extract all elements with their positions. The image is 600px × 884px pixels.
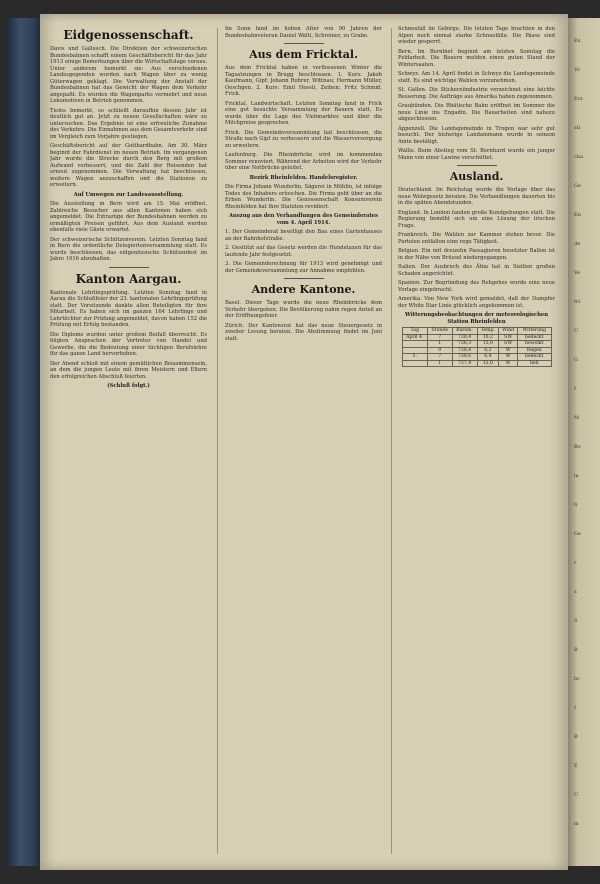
article-paragraph: Zürich. Der Kantonsrat hat das neue Steuergesetz in zweiter Lesung beraten. Die Abstimmung findet im Juni statt.	[225, 322, 382, 342]
article-paragraph: St. Gallen. Die Stickereiindustrie verzeichnet eine leichte Besserung. Die Aufträge aus Amerika haben zugenommen.	[398, 87, 555, 100]
table-cell: 737,4	[452, 360, 477, 367]
table-cell: W	[499, 347, 518, 354]
next-page-fragment: S	[574, 618, 578, 624]
table-header: Witterung	[518, 328, 551, 335]
table-cell: W	[499, 354, 518, 361]
table-cell: April 4.	[402, 334, 427, 341]
table-header: Temp.	[477, 328, 499, 335]
article-paragraph: Die Diplome wurden unter großem Beifall überreicht. Es folgten Ansprachen der Vertreter von Handel und Gewerbe, die die Bedeutung einer tüchtigen Berufslehre für das ganze Land hervorhoben.	[50, 331, 207, 357]
next-page-fragment: Vo	[574, 67, 581, 73]
table-header: Wind	[499, 328, 518, 335]
next-page-fragment: G	[574, 357, 578, 363]
next-page-fragment: cha	[574, 154, 584, 160]
article-paragraph: Tiefes bemerkt, so schließt daraufhin dessen Jahr ist deutlich gut an. Jetzt zu neuen Gesellschaften wäre zu untersuchen. Das Ergebnis ist eine erfreuliche Zunahme des Verkehrs. Die Einnahmen aus dem Gesamtverkehr sind im Vergleich zum Vorjahre gestiegen.	[50, 107, 207, 140]
article-subheading: Auszug aus den Verhandlungen des Gemeinderates vom 4. April 1914.	[229, 213, 378, 226]
column-1	[50, 26, 207, 862]
article-paragraph: 1. Der Gemeinderat bewilligt den Bau eines Gartenhauses an der Bahnhofstraße.	[225, 229, 382, 242]
table-cell: Regen	[518, 347, 551, 354]
article-paragraph: 3. Die Gemeinderechnung für 1913 wird genehmigt und der Gemeindeversammlung zur Annahme empfohlen.	[225, 261, 382, 274]
next-page-fragment: E	[574, 763, 578, 769]
next-page-fragment: B	[574, 734, 578, 740]
weather-table	[402, 327, 552, 367]
table-header: Stunde	[427, 328, 452, 335]
article-paragraph: Frankreich. Die Wahlen zur Kammer stehen bevor. Die Parteien entfalten eine rege Tätigkeit.	[398, 232, 555, 245]
next-page-edge	[568, 18, 600, 866]
next-page-fragment: Bo	[574, 444, 581, 450]
table-cell: 9	[427, 347, 452, 354]
article-paragraph: Frick. Die Gemeindeversammlung hat beschlossen, die Straße nach Gipf zu verbessern und die Wasserversorgung zu erweitern.	[225, 129, 382, 149]
article-paragraph: Im Sonn fand im hohen Alter von 90 Jahren der Bundesbahnveteran Daniel Wälti, Schreiner, zu Grabe.	[225, 26, 382, 39]
article-paragraph: 2. Gestützt auf das Gesetz werden die Hundetaxen für das laufende Jahr festgesetzt.	[225, 245, 382, 258]
next-page-fragment: Ve	[574, 270, 581, 276]
next-page-fragment: ti	[574, 502, 578, 508]
column-rule	[391, 28, 392, 854]
column-2	[225, 26, 382, 862]
section-heading: Andere Kantone.	[251, 283, 356, 296]
next-page-fragment: En	[574, 212, 581, 218]
next-page-fragment: r	[574, 560, 577, 566]
table-header: Barom.	[452, 328, 477, 335]
article-subheading: Auf Umwegen zur Landesausstellung.	[73, 191, 184, 198]
section-heading: Kanton Aargau.	[75, 271, 182, 286]
article-paragraph: Kantonale Lehrlingsprüfung. Letzten Sonntag fand in Aarau die Schlußfeier der 23. kantonalen Lehrlingsprüfung statt. Der Vorsitzende dankte allen Beteiligten für ihre Mitarbeit. Es haben sich im ganzen 164 Lehrlinge und Lehrtöchter zur Prüfung angemeldet, davon haben 152 die Prüfung mit Erfolg bestanden.	[50, 289, 207, 328]
article-paragraph: Wallis. Beim Abstieg vom St. Bernhard wurde ein junger Mann von einer Lawine verschüttet.	[398, 148, 555, 161]
table-cell: 10,2	[477, 334, 499, 341]
table-cell: 12,0	[477, 360, 499, 367]
article-paragraph: Deutschland. Im Reichstag wurde die Vorlage über das neue Wehrgesetz beraten. Die Verhandlungen dauerten bis in die späten Abendstunden.	[398, 187, 555, 206]
table-cell: 738,4	[452, 347, 477, 354]
table-cell: bedeckt	[518, 354, 551, 361]
next-page-fragment: Ex	[574, 38, 581, 44]
divider	[109, 267, 149, 268]
article-paragraph: Basel. Dieser Tage wurde die neue Rheinbrücke dem Verkehr übergeben. Die Bevölkerung nahm regen Anteil an der Eröffnungsfeier.	[225, 300, 382, 319]
section-heading: Eidgenossenschaft.	[63, 28, 194, 42]
table-cell: 736,3	[452, 341, 477, 348]
article-paragraph: Fricktal, Landwirtschaft. Letzten Sonntag fand in Frick eine gut besuchte Versammlung der Bauern statt. Es wurde über die Lage des Viehmarktes und über die Milchpreise gesprochen.	[225, 100, 382, 126]
next-page-fragment: f	[574, 386, 576, 392]
table-cell: W	[499, 360, 518, 367]
next-page-fragment: U	[574, 328, 579, 334]
article-paragraph: Die Firma Johann Wunderlin, Sägerei in Möhlin, ist infolge Todes des Inhabers erloschen. Die Firma geht über an die Erben Wunderlin. Die Genossenschaft Konsumverein Rheinfelden hat ihre Statuten revidiert.	[225, 184, 382, 210]
next-page-fragment: m	[574, 821, 579, 827]
table-cell: 7	[427, 334, 452, 341]
table-cell: 1	[427, 360, 452, 367]
table-cell: 8,2	[477, 347, 499, 354]
next-page-fragment: la	[574, 473, 579, 479]
article-paragraph: Bern. Im Bernbiet beginnt am letzten Sonntag die Feldarbeit. Die Bauern melden einen guten Stand der Wintersaaten.	[398, 48, 555, 68]
column-3	[398, 26, 555, 862]
next-page-fragment: B	[574, 647, 578, 653]
table-cell: bedeckt	[518, 334, 551, 341]
table-row	[402, 360, 551, 367]
article-paragraph: Amerika. Von New York wird gemeldet, daß der Dampfer der White Star Linie glücklich angekommen ist.	[398, 296, 555, 309]
table-cell: 5.	[402, 354, 427, 361]
newspaper-page	[40, 14, 568, 870]
next-page-fragment: bc	[574, 676, 581, 682]
table-header: Tag	[402, 328, 427, 335]
section-heading: Ausland.	[449, 170, 504, 183]
next-page-fragment: M	[574, 415, 580, 421]
table-cell: SW	[499, 334, 518, 341]
divider	[457, 165, 497, 166]
table-cell	[402, 360, 427, 367]
next-page-fragment: sti	[574, 125, 581, 131]
table-cell: SW	[499, 341, 518, 348]
next-page-fragment: s	[574, 589, 577, 595]
article-paragraph: England. In London fanden große Kundgebungen statt. Die Regierung bemüht sich um eine Lösung der irischen Frage.	[398, 209, 555, 229]
article-paragraph: Der Abend schloß mit einem gemütlichen Beisammensein, an dem die jungen Leute mit ihren Meistern und Eltern den erfolgreichen Abschluß feierten.	[50, 360, 207, 380]
book-spine	[6, 18, 42, 866]
article-paragraph: Graubünden. Die Rhätische Bahn eröffnet im Sommer die neue Linie ins Engadin. Die Bauarbeiten sind nahezu abgeschlossen.	[398, 103, 555, 122]
weather-table-title: Witterungsbeobachtungen der meteorologischen Station Rheinfelden	[405, 312, 548, 325]
article-paragraph: Schwyz. Am 14. April findet in Schwyz die Landsgemeinde statt. Es sind wichtige Wahlen vorzunehmen.	[398, 71, 555, 84]
article-footer: (Schluß folgt.)	[107, 383, 150, 389]
next-page-fragment: de	[574, 241, 581, 247]
article-paragraph: Schneefall im Gebirge. Die letzten Tage brachten in den Alpen noch einmal starke Schneefälle. Die Pässe sind wieder gesperrt.	[398, 26, 555, 45]
article-paragraph: Belgien. Ein mit dreizehn Passagieren besetzter Ballon ist in der Nähe von Brüssel niedergegangen.	[398, 248, 555, 261]
next-page-fragment: tri	[574, 299, 580, 305]
article-paragraph: Geschäftsbericht auf der Gotthardbahn. Am 30. März beginnt der Fahrdienst im neuen Betrieb. Im vergangenen Jahr wurde die Strecke durch den Berg mit großem Aufwand verbessert, und die Zahl der Reisenden hat erneut zugenommen. Die Verwaltung hat beschlossen, weitere Wagen anzuschaffen und die Stationen zu erweitern.	[50, 143, 207, 188]
article-paragraph: Spanien. Zur Begründung des Rehgehes wurde eine neue Vorlage eingebracht.	[398, 280, 555, 293]
table-cell: 1	[427, 341, 452, 348]
table-cell: 738,4	[452, 334, 477, 341]
article-paragraph: Die Ausstellung in Bern wird am 15. Mai eröffnet. Zahlreiche Besucher aus allen Kantonen haben sich angemeldet. Die Extrazüge der Bundesbahnen werden zu ermäßigten Preisen geführt. Aus dem Ausland werden ebenfalls viele Gäste erwartet.	[50, 201, 207, 233]
article-paragraph: Appenzell. Die Landsgemeinde in Trogen war sehr gut besucht. Der bisherige Landammann wurde in seinem Amte bestätigt.	[398, 125, 555, 145]
divider	[284, 278, 324, 279]
table-cell: bewölkt	[518, 341, 551, 348]
next-page-fragment: Ge	[574, 531, 581, 537]
table-cell: 7	[427, 354, 452, 361]
article-paragraph: Italien. Der Ausbruch des Ätna hat in Sizilien großen Schaden angerichtet.	[398, 264, 555, 277]
table-cell: 6,4	[477, 354, 499, 361]
section-heading: Aus dem Fricktal.	[249, 48, 358, 61]
article-subheading: Bezirk Rheinfelden. Handelsregister.	[249, 174, 358, 181]
column-rule	[217, 28, 218, 854]
article-paragraph: Aus dem Fricktal haben in verflossenen Winter die Tagsatzungen in Brugg beschlossen: 1. Kurs: Jakob Kaufmann, Gipf; Johann Rohrer, Wittnau; Hermann Müller, Oeschgen. 2. Kurs: Emil Hossli, Zeihen; Fritz Schmid, Frick.	[225, 65, 382, 97]
next-page-fragment: I	[574, 705, 576, 711]
article-paragraph: Davis und Gallusch. Die Direktion der schweizerischen Bundesbahnen schafft einem Geschäftsbericht für das Jahr 1913 einige Bemerkungen über die Wirtschaftslage voraus. Unter anderem bemerkt sie: Aus verschiedenen Landesgegenden wurden nach Wagen über zu wenig Güterwagen geklagt. Die Verwaltung der Anstalt der Bundesbahnen hat das Gewicht der Wagen dem Verkehr angepaßt. Es wurden die Wagenparks vermehrt und neue Lokomotiven in Betrieb genommen.	[50, 46, 207, 104]
article-paragraph: Der schweizerische Schützenverein. Letzten Sonntag fand in Bern die ordentliche Delegiertenversammlung statt. Es wurde beschlossen, das eidgenössische Schützenfest im Jahre 1916 abzuhalten.	[50, 236, 207, 262]
divider	[284, 43, 324, 44]
article-paragraph: Laufenburg. Die Rheinbrücke wird im kommenden Sommer renoviert. Während der Arbeiten wird der Verkehr über eine Notbrücke geleitet.	[225, 152, 382, 171]
next-page-fragment: Erz	[574, 96, 583, 102]
next-page-fragment: Ge	[574, 183, 581, 189]
next-page-fragment: U	[574, 792, 579, 798]
table-cell: hell	[518, 360, 551, 367]
table-cell: 15,0	[477, 341, 499, 348]
table-cell: 738,6	[452, 354, 477, 361]
